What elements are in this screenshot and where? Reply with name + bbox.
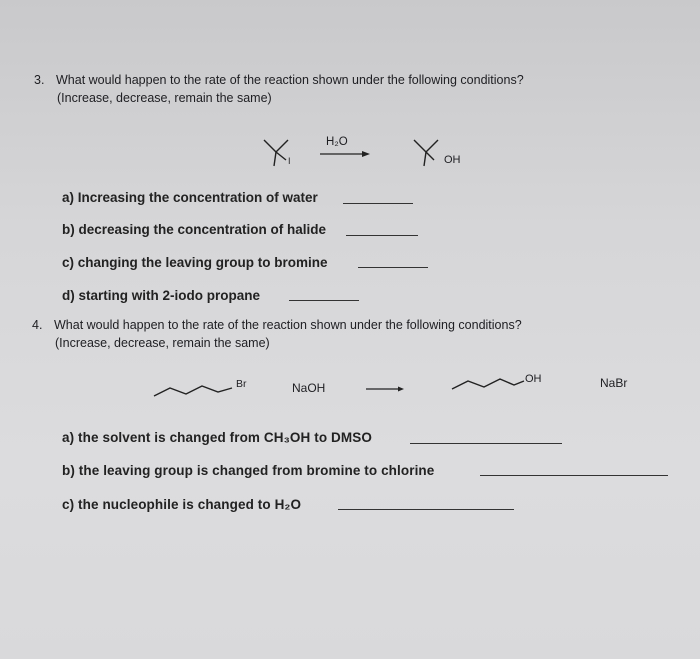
q3-reaction-arrow (320, 150, 370, 158)
q3-reactant-structure (262, 138, 302, 174)
q3-answer-blank-c[interactable] (358, 267, 428, 268)
q4-bromine-label: Br (236, 378, 247, 390)
q4-reagent-label: NaOH (292, 381, 326, 395)
q3-options-hint: (Increase, decrease, remain the same) (57, 91, 272, 105)
q3-item-d: d) starting with 2-iodo propane (62, 288, 260, 303)
q3-iodine-label: I (288, 156, 291, 166)
q3-product-oh-label: OH (444, 154, 461, 166)
q4-item-b: b) the leaving group is changed from bromine to chlorine (62, 463, 435, 478)
q4-reactant-structure (154, 380, 238, 400)
q4-item-a: a) the solvent is changed from CH₃OH to DMSO (62, 430, 372, 445)
q4-answer-blank-c[interactable] (338, 509, 514, 510)
q4-answer-blank-b[interactable] (480, 475, 668, 476)
q4-byproduct-label: NaBr (600, 376, 628, 390)
q4-options-hint: (Increase, decrease, remain the same) (55, 336, 270, 350)
q3-number: 3. (34, 73, 45, 87)
q4-product-structure (452, 375, 528, 395)
q3-item-b: b) decreasing the concentration of halide (62, 222, 327, 237)
q3-answer-blank-b[interactable] (346, 235, 418, 236)
q3-answer-blank-d[interactable] (289, 300, 359, 301)
q4-reaction-arrow (366, 385, 404, 393)
q4-prompt: What would happen to the rate of the reaction shown under the following conditions? (54, 318, 522, 332)
q3-item-a: a) Increasing the concentration of water (62, 190, 318, 205)
q4-item-c: c) the nucleophile is changed to H₂O (62, 497, 302, 512)
q3-reagent-label: H₂O (326, 136, 348, 148)
q4-product-oh-label: OH (525, 373, 542, 385)
q3-answer-blank-a[interactable] (343, 203, 413, 204)
q4-number: 4. (32, 318, 43, 332)
q4-answer-blank-a[interactable] (410, 443, 562, 444)
q3-prompt: What would happen to the rate of the reaction shown under the following conditions? (56, 73, 524, 87)
q3-item-c: c) changing the leaving group to bromine (62, 255, 328, 270)
